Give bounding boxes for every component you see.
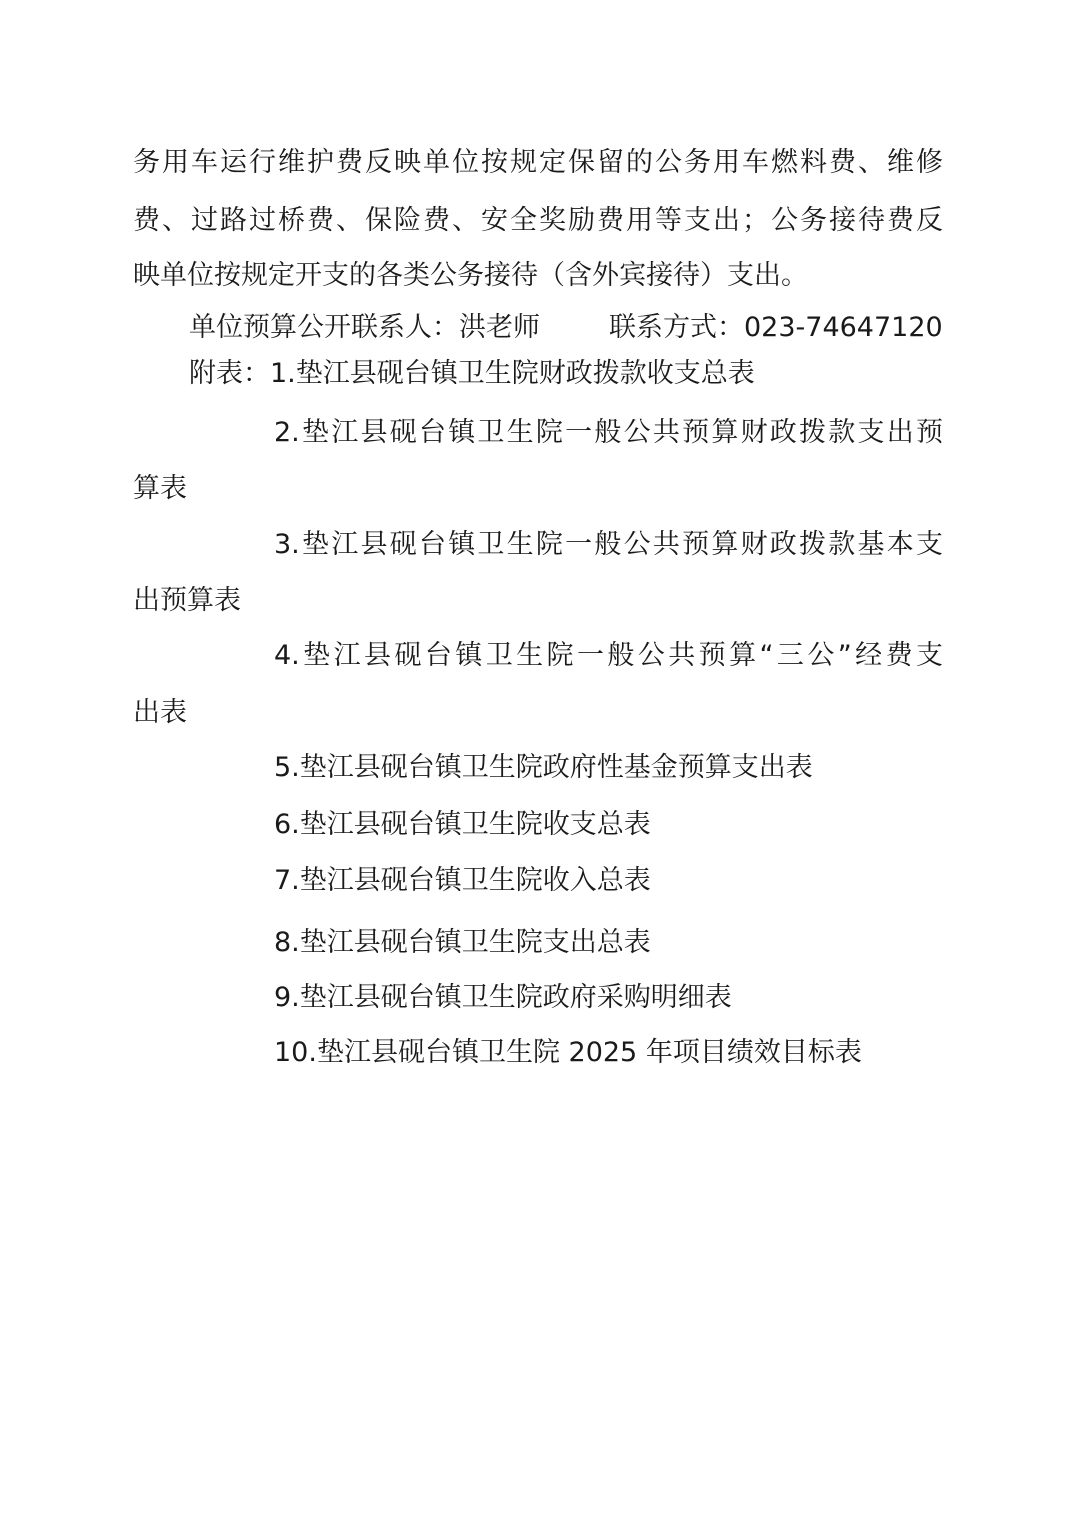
contact-person: 单位预算公开联系人：洪老师 <box>189 312 540 343</box>
attachment-item-2-cont: 算表 <box>133 473 187 504</box>
attachment-item-6: 6.垫江县砚台镇卫生院收支总表 <box>274 809 651 840</box>
contact-method: 联系方式：023-74647120 <box>609 312 943 343</box>
paragraph-line-1: 务用车运行维护费反映单位按规定保留的公务用车燃料费、维修 <box>133 147 943 178</box>
attachment-item-3-cont: 出预算表 <box>133 585 241 616</box>
attachment-item-5: 5.垫江县砚台镇卫生院政府性基金预算支出表 <box>274 752 813 783</box>
attachment-intro: 附表：1.垫江县砚台镇卫生院财政拨款收支总表 <box>189 358 755 389</box>
attachment-item-2: 2.垫江县砚台镇卫生院一般公共预算财政拨款支出预 <box>274 417 943 448</box>
attachment-item-10: 10.垫江县砚台镇卫生院 2025 年项目绩效目标表 <box>274 1037 862 1068</box>
attachment-item-7: 7.垫江县砚台镇卫生院收入总表 <box>274 865 651 896</box>
attachment-item-4: 4.垫江县砚台镇卫生院一般公共预算“三公”经费支 <box>274 640 943 671</box>
attachment-item-4-cont: 出表 <box>133 697 187 728</box>
attachment-item-3: 3.垫江县砚台镇卫生院一般公共预算财政拨款基本支 <box>274 529 943 560</box>
attachment-item-8: 8.垫江县砚台镇卫生院支出总表 <box>274 927 651 958</box>
paragraph-line-2: 费、过路过桥费、保险费、安全奖励费用等支出；公务接待费反 <box>133 205 943 236</box>
attachment-item-9: 9.垫江县砚台镇卫生院政府采购明细表 <box>274 982 732 1013</box>
paragraph-line-3: 映单位按规定开支的各类公务接待（含外宾接待）支出。 <box>133 260 808 291</box>
